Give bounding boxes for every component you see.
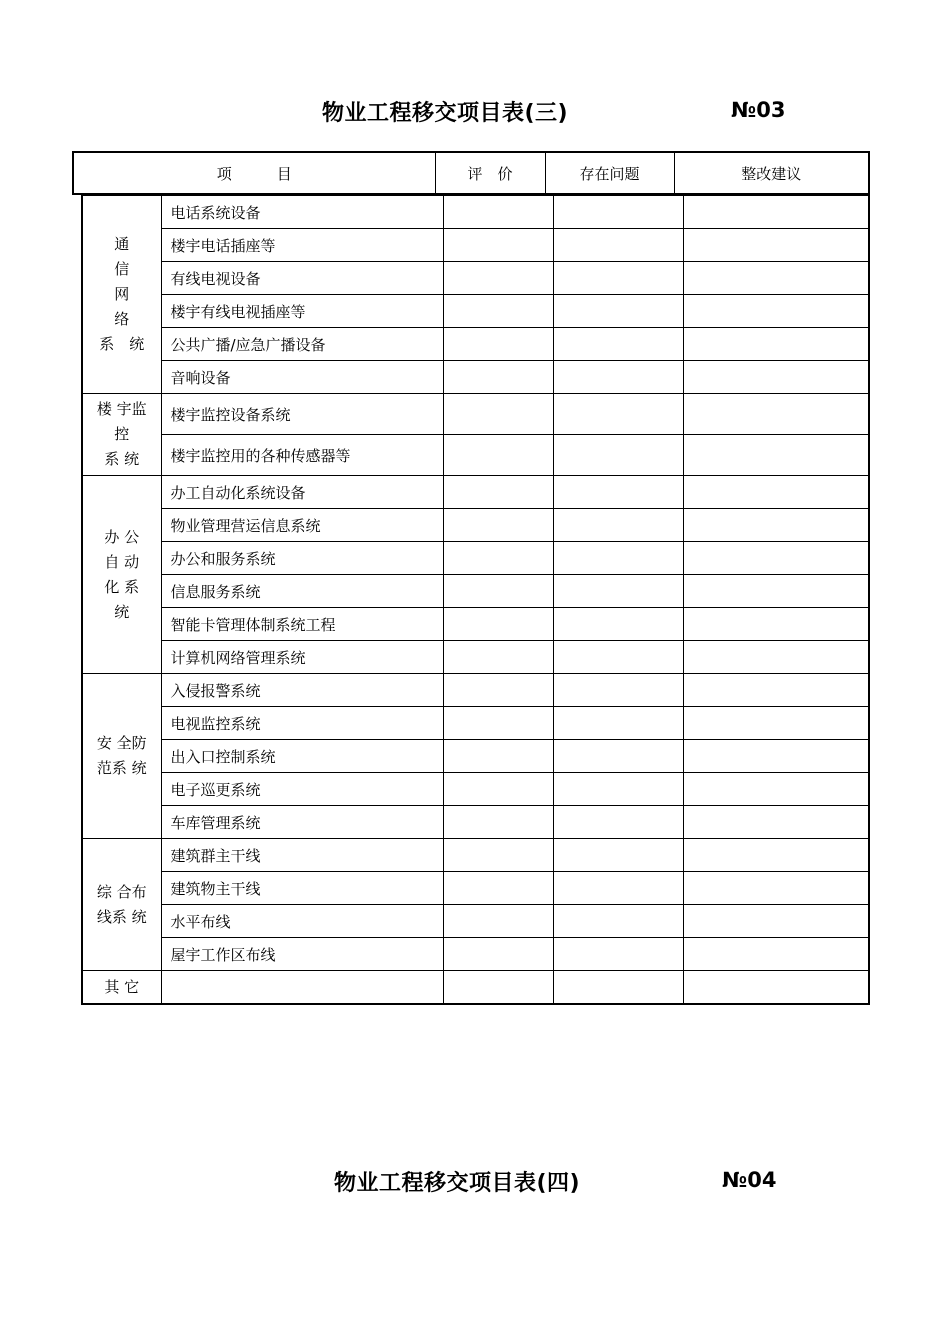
suggestions-cell[interactable] <box>683 509 869 542</box>
issues-cell[interactable] <box>553 262 683 295</box>
group-name <box>82 196 161 394</box>
rating-cell[interactable] <box>443 608 553 641</box>
group-name <box>82 674 161 839</box>
issues-cell[interactable] <box>553 839 683 872</box>
item-name: 电话系统设备 <box>161 196 443 229</box>
rating-cell[interactable] <box>443 361 553 394</box>
rating-cell[interactable] <box>443 971 553 1005</box>
suggestions-cell[interactable] <box>683 394 869 435</box>
item-name: 电视监控系统 <box>161 707 443 740</box>
rating-cell[interactable] <box>443 542 553 575</box>
rating-cell[interactable] <box>443 328 553 361</box>
rating-cell[interactable] <box>443 476 553 509</box>
issues-cell[interactable] <box>553 328 683 361</box>
group-name-line: 化 系 <box>104 577 140 596</box>
item-name: 水平布线 <box>161 905 443 938</box>
table-row <box>82 971 869 1005</box>
table-row <box>82 509 869 542</box>
issues-cell[interactable] <box>553 361 683 394</box>
table-row <box>82 707 869 740</box>
suggestions-cell[interactable] <box>683 740 869 773</box>
item-name: 屋宇工作区布线 <box>161 938 443 971</box>
group-name-line: 自 动 <box>104 552 140 571</box>
rating-cell[interactable] <box>443 435 553 476</box>
issues-cell[interactable] <box>553 229 683 262</box>
group-name-line: 系 统 <box>99 335 145 353</box>
issues-cell[interactable] <box>553 575 683 608</box>
group-name-line: 系 统 <box>104 450 140 468</box>
table-row <box>82 641 869 674</box>
item-name: 出入口控制系统 <box>161 740 443 773</box>
rating-cell[interactable] <box>443 262 553 295</box>
table-row <box>82 295 869 328</box>
rating-cell[interactable] <box>443 509 553 542</box>
suggestions-cell[interactable] <box>683 262 869 295</box>
group-name-line: 综 合布 <box>96 882 147 901</box>
rating-cell[interactable] <box>443 839 553 872</box>
issues-cell[interactable] <box>553 196 683 229</box>
table-row <box>82 806 869 839</box>
item-name: 车库管理系统 <box>161 806 443 839</box>
form-number-3: №03 <box>731 98 786 122</box>
item-name: 办工自动化系统设备 <box>161 476 443 509</box>
issues-cell[interactable] <box>553 872 683 905</box>
suggestions-cell[interactable] <box>683 476 869 509</box>
item-name: 有线电视设备 <box>161 262 443 295</box>
issues-cell[interactable] <box>553 641 683 674</box>
suggestions-cell[interactable] <box>683 905 869 938</box>
issues-cell[interactable] <box>553 740 683 773</box>
transfer-items-table <box>81 195 870 1005</box>
suggestions-cell[interactable] <box>683 361 869 394</box>
issues-cell[interactable] <box>553 394 683 435</box>
suggestions-cell[interactable] <box>683 839 869 872</box>
table-row <box>82 905 869 938</box>
issues-cell[interactable] <box>553 542 683 575</box>
issues-cell[interactable] <box>553 674 683 707</box>
item-name: 楼宇电话插座等 <box>161 229 443 262</box>
suggestions-cell[interactable] <box>683 196 869 229</box>
issues-cell[interactable] <box>553 476 683 509</box>
suggestions-cell[interactable] <box>683 806 869 839</box>
suggestions-cell[interactable] <box>683 229 869 262</box>
rating-cell[interactable] <box>443 196 553 229</box>
suggestions-cell[interactable] <box>683 295 869 328</box>
item-name: 楼宇有线电视插座等 <box>161 295 443 328</box>
issues-cell[interactable] <box>553 773 683 806</box>
table-row <box>82 674 869 707</box>
item-name: 建筑物主干线 <box>161 872 443 905</box>
group-name-line: 控 <box>114 425 130 443</box>
item-name <box>161 971 443 1005</box>
item-name: 建筑群主干线 <box>161 839 443 872</box>
issues-cell[interactable] <box>553 435 683 476</box>
table-row <box>82 229 869 262</box>
table-row <box>82 262 869 295</box>
group-name-line: 线系 统 <box>96 907 147 926</box>
item-name: 入侵报警系统 <box>161 674 443 707</box>
header-suggestions: 整改建议 <box>674 152 869 194</box>
suggestions-cell[interactable] <box>683 707 869 740</box>
rating-cell[interactable] <box>443 575 553 608</box>
rating-cell[interactable] <box>443 806 553 839</box>
suggestions-cell[interactable] <box>683 674 869 707</box>
table-header <box>72 151 870 195</box>
rating-cell[interactable] <box>443 394 553 435</box>
rating-cell[interactable] <box>443 674 553 707</box>
table-row <box>82 839 869 872</box>
item-name: 电子巡更系统 <box>161 773 443 806</box>
item-name: 音响设备 <box>161 361 443 394</box>
group-name-line: 安 全防 <box>96 734 147 752</box>
rating-cell[interactable] <box>443 229 553 262</box>
group-name-line: 网 <box>114 285 130 303</box>
group-name-line: 其 它 <box>104 977 140 996</box>
group-name <box>82 839 161 971</box>
rating-cell[interactable] <box>443 740 553 773</box>
issues-cell[interactable] <box>553 938 683 971</box>
page-title-4: 物业工程移交项目表(四) <box>334 1171 581 1196</box>
table-row <box>82 476 869 509</box>
suggestions-cell[interactable] <box>683 641 869 674</box>
item-name: 计算机网络管理系统 <box>161 641 443 674</box>
table-row <box>82 196 869 229</box>
table-row <box>82 773 869 806</box>
issues-cell[interactable] <box>553 971 683 1005</box>
header-rating: 评 价 <box>435 152 545 194</box>
suggestions-cell[interactable] <box>683 575 869 608</box>
table-row <box>82 361 869 394</box>
table-row <box>82 394 869 435</box>
suggestions-cell[interactable] <box>683 938 869 971</box>
group-name <box>82 971 161 1005</box>
group-name-line: 办 公 <box>104 527 140 546</box>
group-name <box>82 476 161 674</box>
group-name-line: 络 <box>114 310 130 328</box>
table-row <box>82 740 869 773</box>
page-title-3: 物业工程移交项目表(三) <box>322 101 569 126</box>
suggestions-cell[interactable] <box>683 608 869 641</box>
item-name: 智能卡管理体制系统工程 <box>161 608 443 641</box>
rating-cell[interactable] <box>443 641 553 674</box>
table-row <box>82 938 869 971</box>
suggestions-cell[interactable] <box>683 971 869 1005</box>
rating-cell[interactable] <box>443 707 553 740</box>
issues-cell[interactable] <box>553 707 683 740</box>
suggestions-cell[interactable] <box>683 435 869 476</box>
table-row <box>82 435 869 476</box>
issues-cell[interactable] <box>553 806 683 839</box>
rating-cell[interactable] <box>443 938 553 971</box>
group-name-line: 范系 统 <box>96 759 147 777</box>
item-name: 信息服务系统 <box>161 575 443 608</box>
rating-cell[interactable] <box>443 773 553 806</box>
table-row <box>82 575 869 608</box>
header-issues: 存在问题 <box>545 152 674 194</box>
issues-cell[interactable] <box>553 608 683 641</box>
rating-cell[interactable] <box>443 295 553 328</box>
suggestions-cell[interactable] <box>683 773 869 806</box>
rating-cell[interactable] <box>443 872 553 905</box>
issues-cell[interactable] <box>553 295 683 328</box>
item-name: 楼宇监控用的各种传感器等 <box>161 435 443 476</box>
item-name: 办公和服务系统 <box>161 542 443 575</box>
header-item: 项 目 <box>73 152 435 194</box>
group-name-line: 统 <box>114 602 130 621</box>
group-name-line: 楼 宇监 <box>96 400 147 418</box>
table-row <box>82 872 869 905</box>
form-number-4: №04 <box>722 1168 777 1192</box>
suggestions-cell[interactable] <box>683 328 869 361</box>
group-name <box>82 394 161 476</box>
issues-cell[interactable] <box>553 509 683 542</box>
table-row <box>82 542 869 575</box>
item-name: 物业管理营运信息系统 <box>161 509 443 542</box>
table-row <box>82 328 869 361</box>
suggestions-cell[interactable] <box>683 542 869 575</box>
suggestions-cell[interactable] <box>683 872 869 905</box>
item-name: 公共广播/应急广播设备 <box>161 328 443 361</box>
group-name-line: 通 <box>114 235 130 253</box>
rating-cell[interactable] <box>443 905 553 938</box>
group-name-line: 信 <box>114 260 130 278</box>
table-row <box>82 608 869 641</box>
issues-cell[interactable] <box>553 905 683 938</box>
item-name: 楼宇监控设备系统 <box>161 394 443 435</box>
